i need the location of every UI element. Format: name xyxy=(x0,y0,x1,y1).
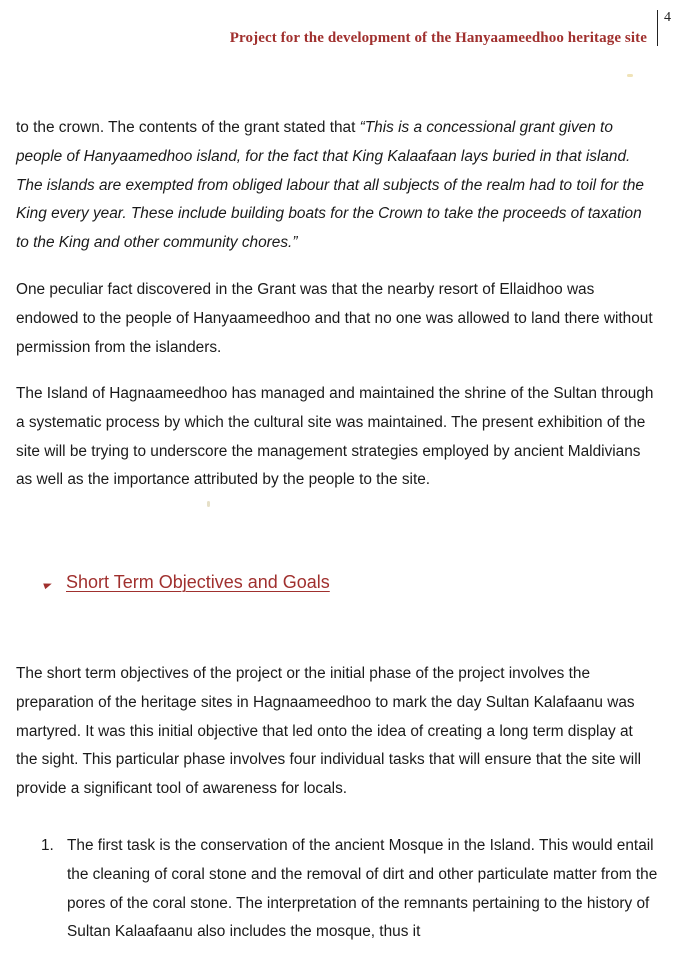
scan-speck xyxy=(207,501,210,507)
paragraph-ellaidhoo: One peculiar fact discovered in the Grant was that the nearby resort of Ellaidhoo was endowed to the people of Hanyaameedhoo and that no one was allowed to land there without permission from the islanders. xyxy=(16,281,653,356)
list-item-number: 1. xyxy=(41,837,54,854)
header-divider xyxy=(657,10,658,46)
list-item-text: The first task is the conservation of the ancient Mosque in the Island. This would entail the cleaning of coral stone and the removal of dirt and other particulate matter from the pores of the coral stone. The interpretation of the remnants pertaining to the history of Sultan Kalaafaanu also includes the mosque, thus it xyxy=(67,837,658,941)
scan-speck xyxy=(627,74,633,77)
paragraph-short-term-objectives: The short term objectives of the project or the initial phase of the project involves the preparation of the heritage sites in Hagnaameedhoo to mark the day Sultan Kalafaanu was martyred. It was this initial objective that led onto the idea of creating a long term display at the sight. This particular phase involves four individual tasks that will ensure that the site will provide a significant tool of awareness for locals. xyxy=(16,665,642,798)
arrow-bullet-icon xyxy=(43,580,53,588)
section-heading-label: Short Term Objectives and Goals xyxy=(66,572,330,592)
paragraph-text: to the crown. The contents of the grant stated that xyxy=(16,119,360,136)
grant-quotation: “This is a concessional grant given to people of Hanyaamedhoo island, for the fact that King Kalaafaan lays buried in that island. The islands are exempted from obliged labour that all subjects of the realm had to toil for the King every year. These include building boats for the Crown to take the proceeds of taxation to the King and other community chores.” xyxy=(16,119,644,252)
paragraph-grant-quote xyxy=(16,114,656,258)
section-heading xyxy=(44,572,330,593)
page-number: 4 xyxy=(664,10,671,25)
paragraph-shrine-management: The Island of Hagnaameedhoo has managed and maintained the shrine of the Sultan through a systematic process by which the cultural site was maintained. The present exhibition of the site will be trying to underscore the management strategies employed by ancient Maldivians as well as the importance attributed by the people to the site. xyxy=(16,385,654,489)
header-title: Project for the development of the Hanyaameedhoo heritage site xyxy=(229,30,647,46)
